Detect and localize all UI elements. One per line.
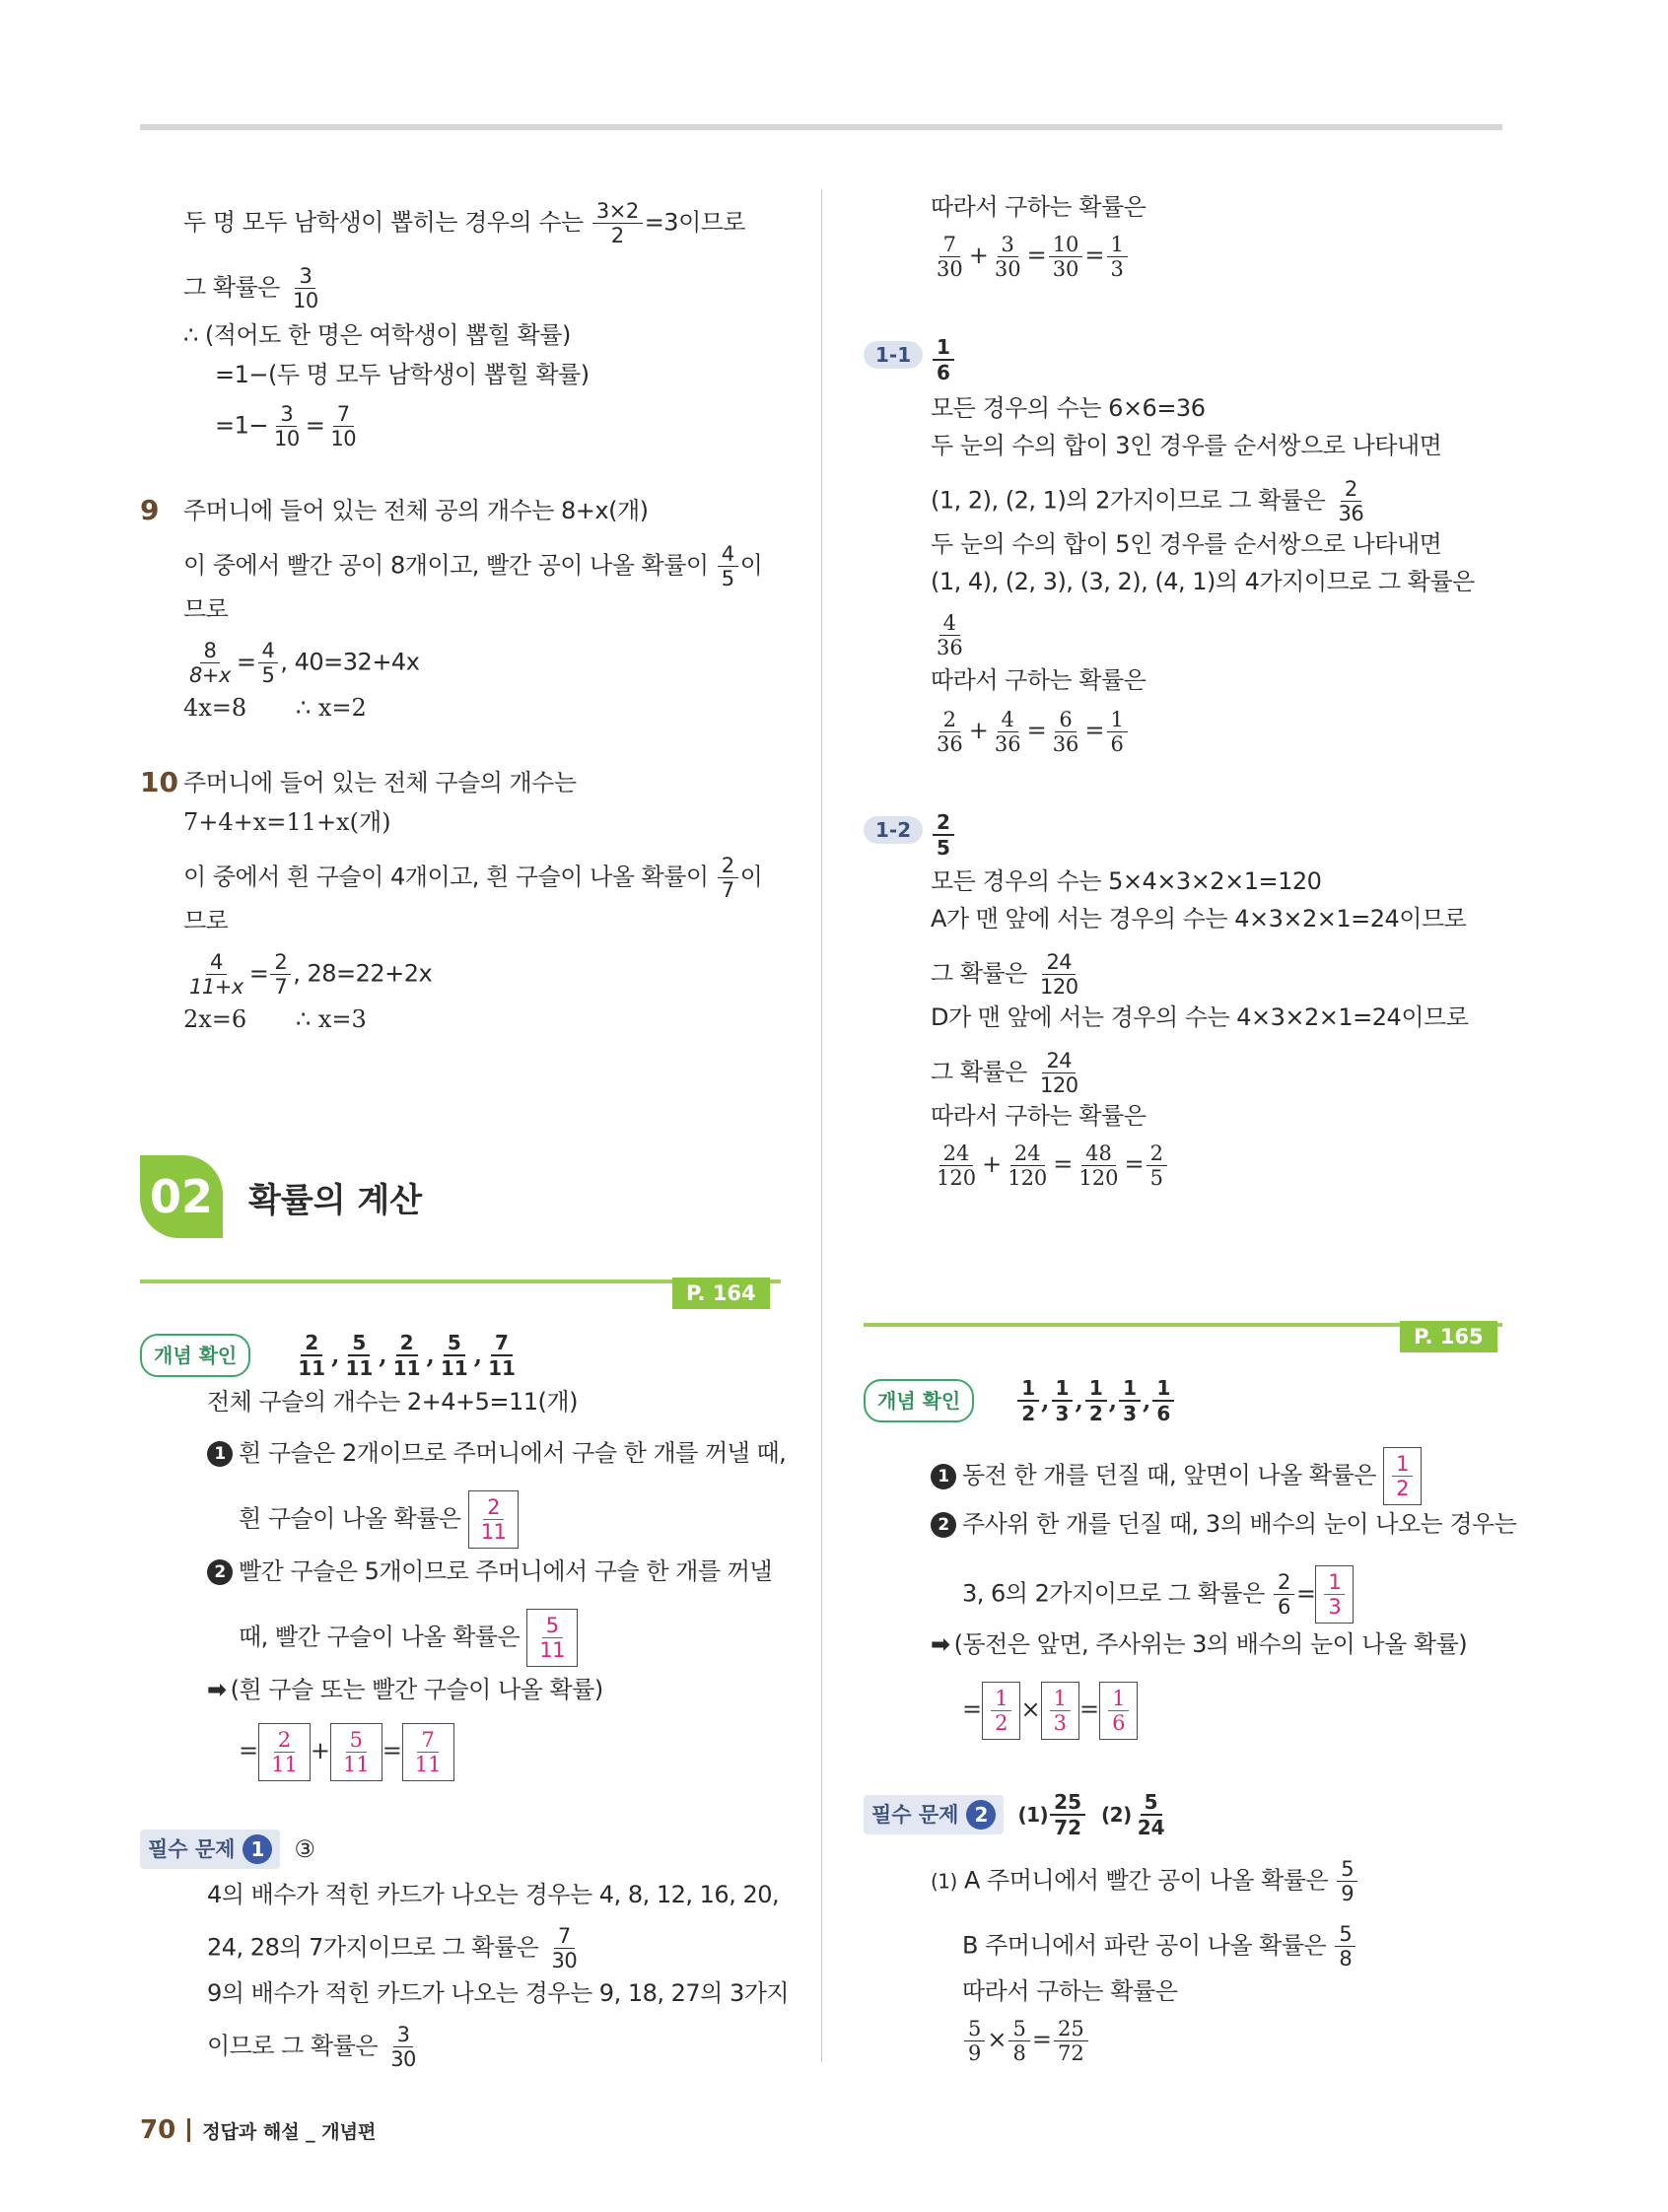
- p8-line4: =1−(두 명 모두 남학생이 뽑힐 확률): [215, 361, 590, 388]
- must-problem-right: 필수 문제 2 (1) 25 72 (2) 5 24: [864, 1790, 1171, 1839]
- q10-line3: 이 중에서 흰 구슬이 4개이고, 흰 구슬이 나올 확률이 $\frac{2}{7}$ 이: [183, 854, 763, 902]
- fraction: $\frac{5}{9}$: [1337, 1857, 1357, 1905]
- m-line1: 4의 배수가 적힌 카드가 나오는 경우는 4, 8, 12, 16, 20,: [207, 1881, 780, 1908]
- m-line4: 이므로 그 확률은 $\frac{3}{30}$: [207, 2023, 422, 2071]
- question-badge-1-2: 1-2: [864, 816, 923, 844]
- q12-line2: A가 맨 앞에 서는 경우의 수는 4×3×2×1=24이므로: [931, 905, 1467, 933]
- q11-line2: 두 눈의 수의 합이 3인 경우를 순서쌍으로 나타내면: [931, 432, 1442, 459]
- fraction: $\frac{24}{120}$: [937, 1141, 977, 1190]
- fraction: $\frac{4}{36}$: [994, 708, 1021, 756]
- p8-line3: ∴ (적어도 한 명은 여학생이 뽑힐 확률): [183, 321, 571, 349]
- rc-line5: = 1 2 × 1 3 = 1 6: [962, 1682, 1138, 1740]
- separator: ,: [426, 1341, 435, 1369]
- q11-answer: [931, 335, 956, 384]
- fraction: $\frac{5}{8}$: [1335, 1922, 1355, 1970]
- must-problem-label: 필수 문제 1: [140, 1830, 280, 1869]
- answer-box: [330, 1723, 382, 1781]
- fraction: $\frac{3}{30}$: [994, 233, 1021, 281]
- c-line1: 전체 구슬의 개수는 2+4+5=11(개): [207, 1388, 578, 1416]
- fraction: $\frac{24}{120}$: [1008, 1141, 1048, 1190]
- top-rule: [140, 124, 1502, 130]
- rm-line2: B 주머니에서 파란 공이 나올 확률은 $\frac{5}{8}$: [962, 1922, 1357, 1970]
- fraction: $\frac{1}{6}$: [1107, 708, 1128, 756]
- fraction: $\frac{2}{6}$: [1274, 1570, 1294, 1619]
- m-line3: 9의 배수가 적힌 카드가 나오는 경우는 9, 18, 27의 3가지: [207, 1979, 790, 2007]
- fraction: $\frac{2}{36}$: [937, 708, 963, 756]
- q9-line4: $\frac{8}{8+x}$ = $\frac{4}{5}$ , 40=32+4x: [183, 639, 419, 687]
- must-problem-label: 필수 문제 2: [864, 1795, 1004, 1834]
- q11-line3: (1, 2), (2, 1)의 2가지이므로 그 확률은 $\frac{2}{36}$: [931, 477, 1369, 525]
- fraction: $\frac{8}{8+x}$: [189, 639, 231, 687]
- fraction: $\frac{4}{5}$: [258, 639, 279, 687]
- answer-box: [1315, 1565, 1354, 1624]
- m-line2: 24, 28의 7가지이므로 그 확률은 $\frac{7}{30}$: [207, 1924, 583, 1972]
- c-line2: 1 흰 구슬은 2개이므로 주머니에서 구슬 한 개를 꺼낼 때,: [207, 1435, 786, 1471]
- fraction: 5 11: [342, 1728, 370, 1776]
- concept-label: 개념 확인: [864, 1379, 974, 1422]
- fraction: $\frac{2}{5}$: [1147, 1141, 1167, 1190]
- q10-line2: 7+4+x=11+x(개): [183, 808, 391, 836]
- c-line5: 때, 빨간 구슬이 나올 확률은 5 11: [239, 1609, 578, 1667]
- q11-line7: $\frac{2}{36}$ + $\frac{4}{36}$ = $\frac{6}{36}$ = $\frac{1}{6}$: [931, 708, 1130, 756]
- q12-line5: 그 확률은 $\frac{24}{120}$: [931, 1049, 1084, 1097]
- fraction: $\frac{4}{11+x}$: [189, 950, 243, 999]
- q11-line4: 두 눈의 수의 합이 5인 경우를 순서쌍으로 나타내면: [931, 530, 1442, 558]
- fraction: 2 11: [480, 1495, 507, 1544]
- fraction: 1 3: [1324, 1570, 1345, 1619]
- fraction: $\frac{10}{30}$: [1049, 233, 1083, 281]
- section-heading: [140, 1155, 422, 1238]
- fraction: $\frac{48}{120}$: [1078, 1141, 1119, 1190]
- c-line3: 흰 구슬이 나올 확률은 2 11: [239, 1490, 519, 1549]
- concept-answer-fraction: 1 2: [1085, 1376, 1107, 1425]
- concept-answer-fraction: 1 3: [1052, 1376, 1074, 1425]
- separator: ,: [331, 1341, 340, 1369]
- q11-line6: 따라서 구하는 확률은: [931, 666, 1147, 694]
- fraction: $\frac{3}{10}$: [293, 264, 318, 312]
- answer-box: [1099, 1682, 1138, 1740]
- must-problem-left: [140, 1830, 315, 1869]
- fraction: $\frac{2}{36}$: [1338, 477, 1364, 525]
- q9-line5b: ∴ x=2: [296, 694, 367, 722]
- concept-answer-fraction: 7 11: [488, 1331, 516, 1380]
- fraction: 5 24: [1137, 1790, 1165, 1839]
- r-line1: 따라서 구하는 확률은: [931, 193, 1147, 221]
- fraction: $\frac{3}{30}$: [390, 2023, 416, 2071]
- q11-line5: (1, 4), (2, 3), (3, 2), (4, 1)의 4가지이므로 그 확률은: [931, 568, 1475, 595]
- concept-check-right: [864, 1376, 1176, 1425]
- q10-line1: 주머니에 들어 있는 전체 구슬의 개수는: [183, 769, 577, 796]
- question-badge-1-1: 1-1: [864, 341, 923, 369]
- fraction: $\frac{2}{5}$: [933, 810, 954, 860]
- c-line4: 2 빨간 구슬은 5개이므로 주머니에서 구슬 한 개를 꺼낼: [207, 1554, 772, 1589]
- fraction: 1 3: [1050, 1687, 1071, 1735]
- q12-line3: 그 확률은 $\frac{24}{120}$: [931, 950, 1084, 999]
- q12-answer: [931, 810, 956, 860]
- fraction: 1 2: [991, 1687, 1011, 1735]
- q10-line4: 므로: [183, 907, 229, 934]
- concept-answer-fraction: 2 11: [392, 1331, 421, 1380]
- q10-number: 10: [140, 766, 178, 798]
- fraction: 1 2: [1392, 1452, 1413, 1500]
- rm-line3: 따라서 구하는 확률은: [962, 1977, 1178, 2005]
- rm-line4: $\frac{5}{9}$ × $\frac{5}{8}$ = $\frac{25}{72}$: [962, 2017, 1090, 2065]
- concept-answers: [292, 1331, 521, 1380]
- fraction: $\frac{5}{9}$: [964, 2017, 985, 2065]
- arrow-right-icon: ➡: [207, 1676, 227, 1703]
- concept-answer-fraction: 5 11: [440, 1331, 468, 1380]
- concept-check-left: [140, 1331, 521, 1380]
- answer-box: [402, 1723, 454, 1781]
- page-tag-left: P. 164: [672, 1278, 770, 1309]
- must-answer: ③: [294, 1835, 315, 1863]
- page-footer: [140, 2115, 376, 2145]
- concept-label: 개념 확인: [140, 1334, 250, 1377]
- arrow-right-icon: ➡: [931, 1630, 950, 1658]
- q10-line6b: ∴ x=3: [296, 1005, 367, 1033]
- fraction: $\frac{3}{10}$: [274, 402, 300, 450]
- q11-line1: 모든 경우의 수는 6×6=36: [931, 394, 1206, 422]
- fraction: 2 11: [271, 1728, 298, 1776]
- q12-line1: 모든 경우의 수는 5×4×3×2×1=120: [931, 867, 1322, 895]
- answer-box: [1041, 1682, 1079, 1740]
- page-number: 70: [140, 2115, 176, 2145]
- concept-answers: [1015, 1376, 1176, 1425]
- fraction: $\frac{4}{5}$: [718, 542, 738, 590]
- circle-number: 2: [931, 1512, 956, 1538]
- p8-line2: 그 확률은 $\frac{3}{10}$: [183, 264, 324, 312]
- rc-line2: 2 주사위 한 개를 던질 때, 3의 배수의 눈이 나오는 경우는: [931, 1506, 1516, 1542]
- concept-answer-fraction: 1 6: [1152, 1376, 1174, 1425]
- concept-answer-fraction: 1 2: [1017, 1376, 1039, 1425]
- r-line2: $\frac{7}{30}$ + $\frac{3}{30}$ = $\frac{10}{30}$ = $\frac{1}{3}$: [931, 233, 1130, 281]
- column-divider: [821, 189, 822, 2062]
- p8-line5: =1− $\frac{3}{10}$ = $\frac{7}{10}$: [215, 402, 362, 450]
- q12-line4: D가 맨 앞에 서는 경우의 수는 4×3×2×1=24이므로: [931, 1003, 1469, 1031]
- answer-box: [468, 1490, 520, 1549]
- section-title: 확률의 계산: [248, 1180, 423, 1220]
- fraction: 7 11: [414, 1728, 442, 1776]
- fraction: $\frac{5}{8}$: [1008, 2017, 1029, 2065]
- circle-number: 1: [931, 1464, 956, 1489]
- circle-number: 1: [207, 1441, 233, 1467]
- fraction: $\frac{1}{6}$: [933, 335, 954, 384]
- p8-line1: 두 명 모두 남학생이 뽑히는 경우의 수는 $\frac{3\times 2}{2}$ =3이므로: [183, 199, 746, 247]
- q9-line1: 주머니에 들어 있는 전체 공의 개수는 8+x(개): [183, 497, 649, 524]
- section-number: 02: [140, 1155, 223, 1238]
- rc-line3: 3, 6의 2가지이므로 그 확률은 $\frac{2}{6}$ = 1 3: [962, 1565, 1354, 1624]
- fraction: $\frac{2}{7}$: [718, 854, 738, 902]
- footer-divider: [187, 2118, 190, 2142]
- q12-line7: $\frac{24}{120}$ + $\frac{24}{120}$ = $\frac{48}{120}$ = $\frac{2}{5}$: [931, 1141, 1169, 1190]
- q9-number: 9: [140, 494, 160, 526]
- fraction: 5 11: [539, 1614, 566, 1662]
- fraction: $\frac{3\times 2}{2}$: [592, 199, 643, 247]
- q9-line2: 이 중에서 빨간 공이 8개이고, 빨간 공이 나올 확률이 $\frac{4}{5}$ 이: [183, 542, 763, 590]
- answer-box: [1383, 1447, 1422, 1505]
- answer-box: [526, 1609, 578, 1667]
- separator: ,: [1041, 1386, 1050, 1415]
- fraction: $\frac{1}{3}$: [1107, 233, 1128, 281]
- rm-line1: (1) A 주머니에서 빨간 공이 나올 확률은 $\frac{5}{9}$: [931, 1857, 1359, 1905]
- q10-line6a: 2x=6: [183, 1005, 247, 1033]
- separator: ,: [473, 1341, 483, 1369]
- separator: ,: [1143, 1386, 1151, 1415]
- circle-number: 2: [207, 1559, 233, 1585]
- fraction: $\frac{6}{36}$: [1052, 708, 1079, 756]
- fraction: $\frac{4}{36}$: [937, 611, 963, 659]
- concept-answer-fraction: 2 11: [298, 1331, 326, 1380]
- concept-answer-fraction: 1 3: [1119, 1376, 1141, 1425]
- q10-line5: $\frac{4}{11+x}$ = $\frac{2}{7}$ , 28=22+2x: [183, 950, 432, 999]
- rc-line4: ➡ (동전은 앞면, 주사위는 3의 배수의 눈이 나올 확률): [931, 1630, 1468, 1658]
- c-line7: = 2 11 + 5 11 = 7 11: [239, 1723, 454, 1781]
- fraction: $\frac{24}{120}$: [1040, 1049, 1078, 1097]
- fraction: 25 72: [1050, 1790, 1085, 1839]
- fraction: $\frac{2}{7}$: [270, 950, 291, 999]
- separator: ,: [379, 1341, 387, 1369]
- page-tag-right: P. 165: [1400, 1321, 1497, 1352]
- fraction: $\frac{7}{30}$: [937, 233, 963, 281]
- fraction: $\frac{7}{10}$: [330, 402, 357, 450]
- fraction: $\frac{25}{72}$: [1054, 2017, 1088, 2065]
- separator: ,: [1075, 1386, 1083, 1415]
- answer-box: [982, 1682, 1020, 1740]
- concept-answer-fraction: 5 11: [345, 1331, 374, 1380]
- fraction: 1 6: [1108, 1687, 1129, 1735]
- q9-line5a: 4x=8: [183, 694, 247, 722]
- separator: ,: [1108, 1386, 1118, 1415]
- q12-line6: 따라서 구하는 확률은: [931, 1102, 1147, 1130]
- footer-title: 정답과 해설 _ 개념편: [202, 2120, 377, 2143]
- c-line6: ➡ (흰 구슬 또는 빨간 구슬이 나올 확률): [207, 1676, 603, 1703]
- fraction: $\frac{24}{120}$: [1040, 950, 1078, 999]
- rc-line1: 1 동전 한 개를 던질 때, 앞면이 나올 확률은 1 2: [931, 1447, 1422, 1505]
- q11-line5b: [931, 611, 969, 659]
- answer-box: [258, 1723, 311, 1781]
- q9-line3: 므로: [183, 595, 229, 623]
- fraction: $\frac{7}{30}$: [551, 1924, 578, 1972]
